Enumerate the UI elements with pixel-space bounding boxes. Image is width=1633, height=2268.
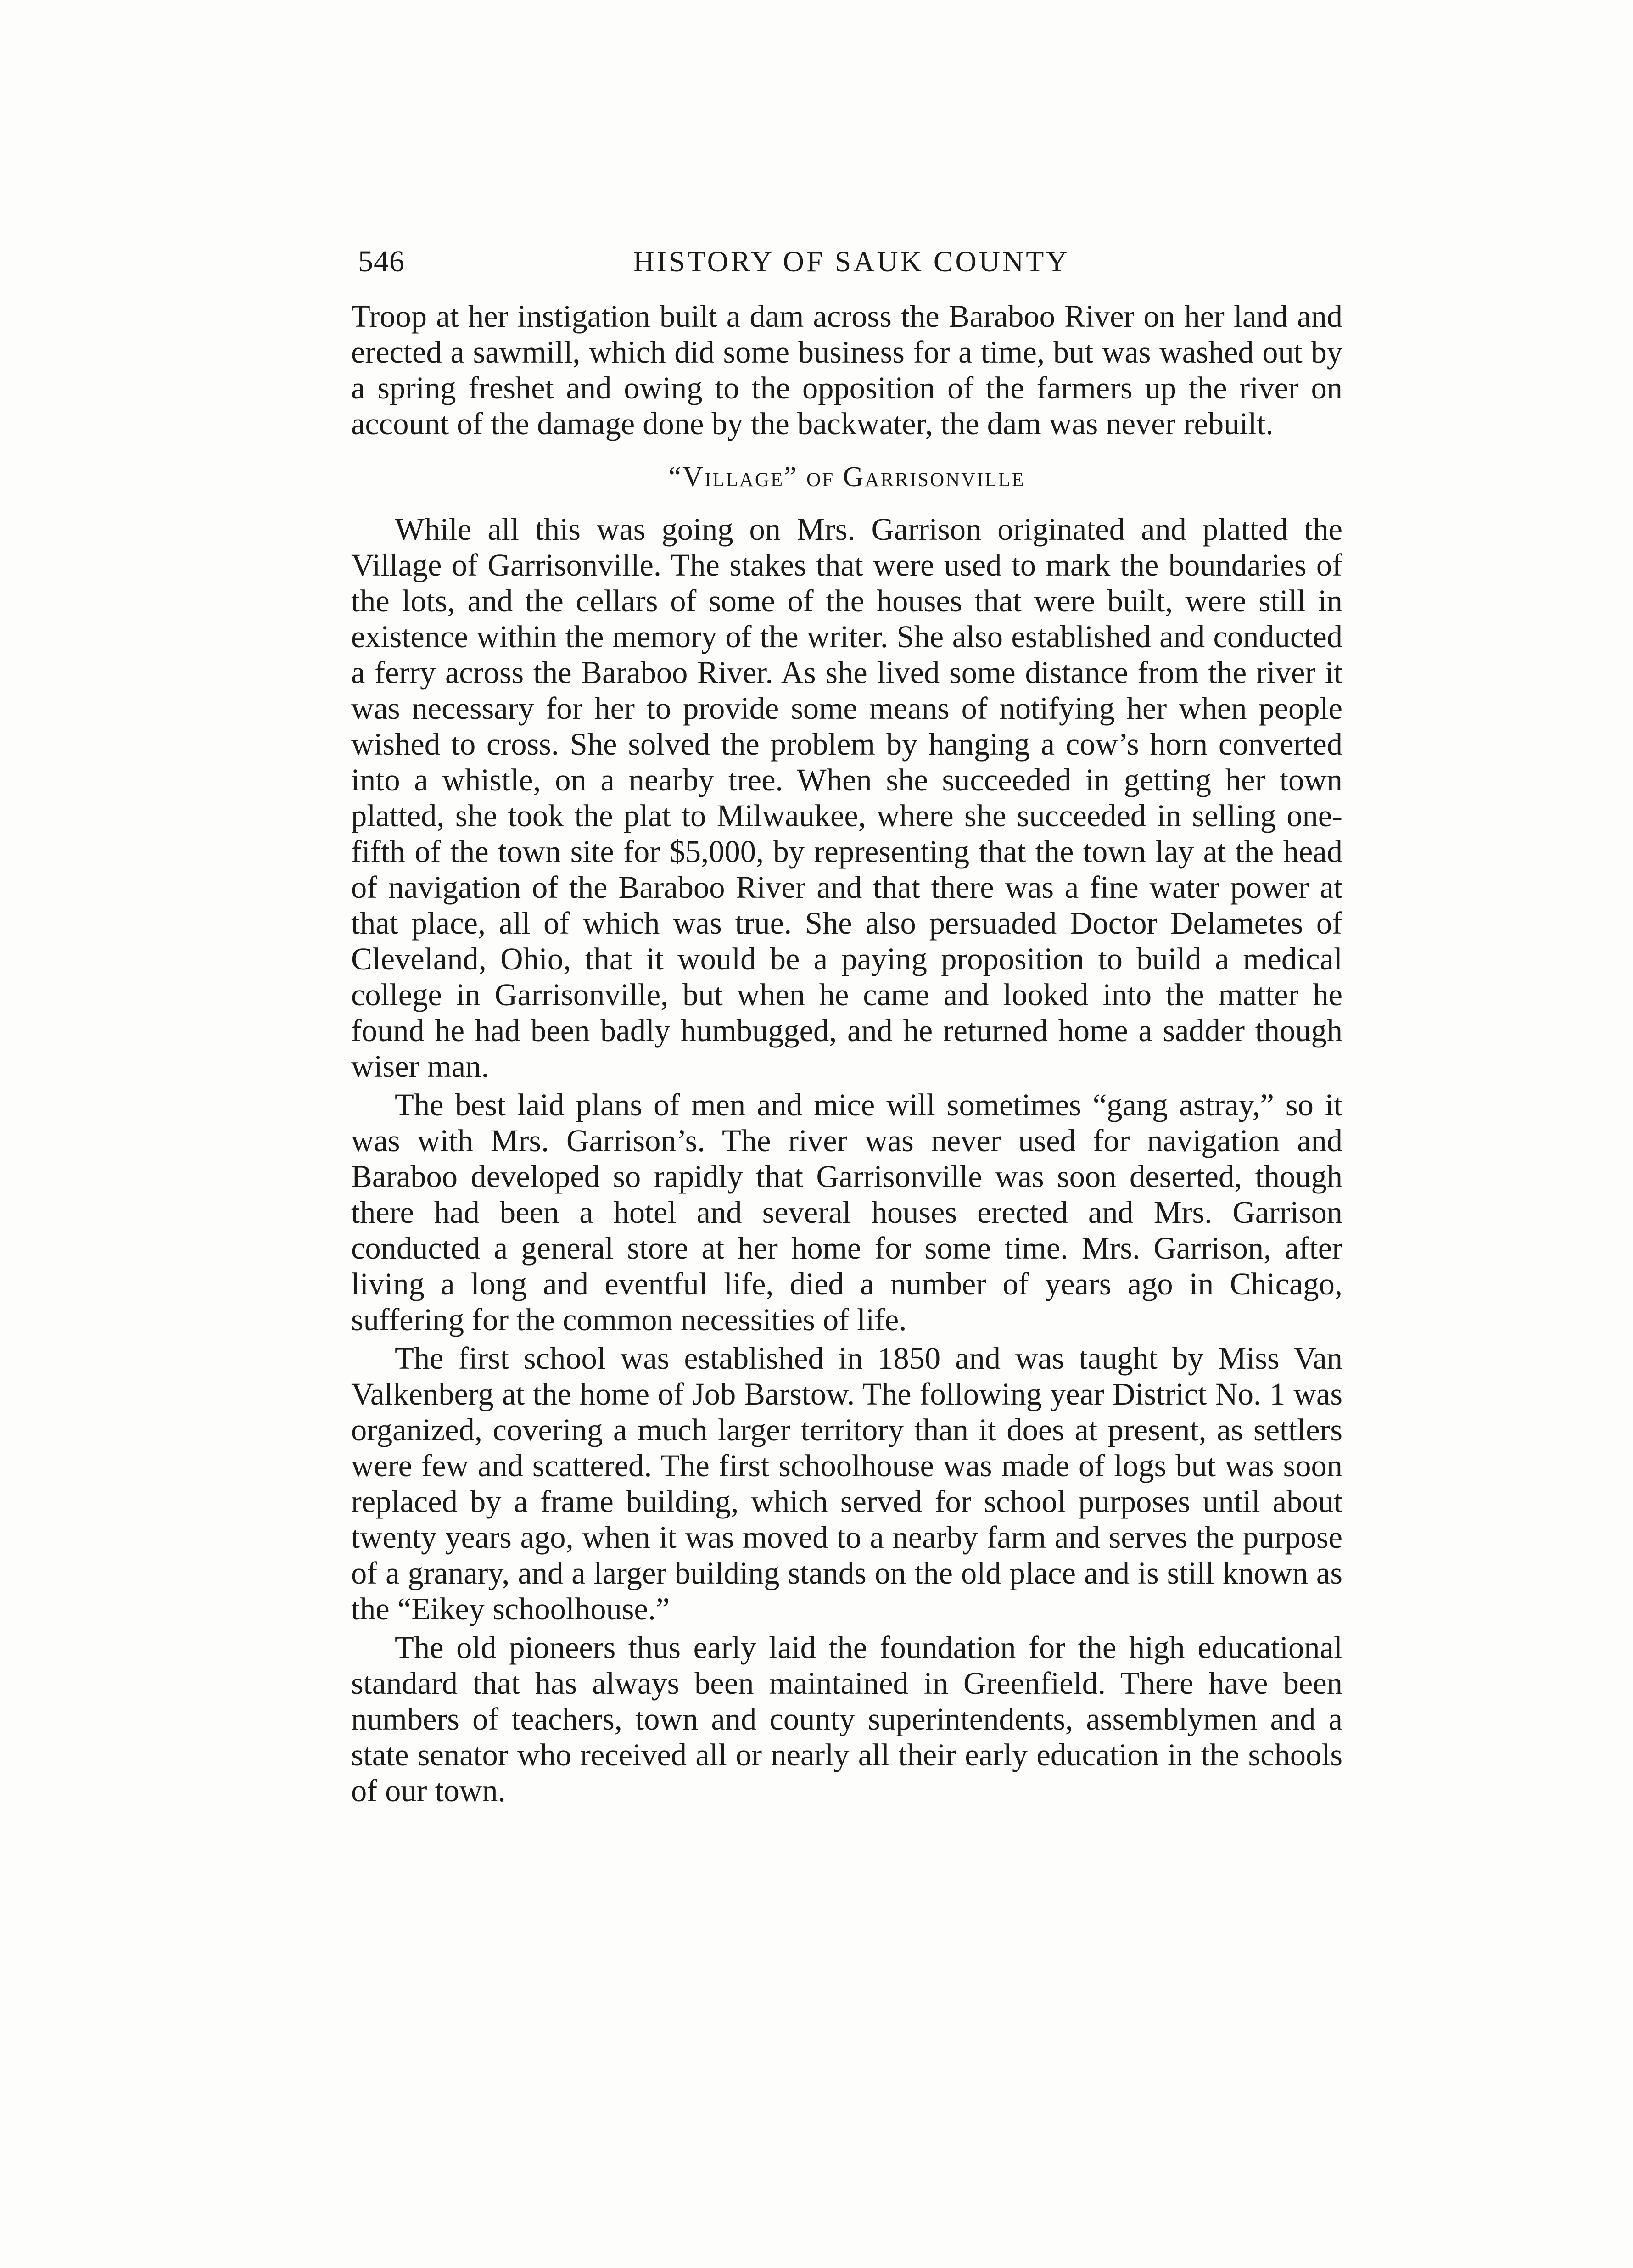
paragraph-3: The best laid plans of men and mice will sometimes “gang astray,” so it was with Mrs. Garrison’s. The river was never used for navigation and Baraboo developed so rapidly that Garrisonville was soon deserted, though there had been a hotel and several houses erected and Mrs. Garrison conducted a general store at her home for some time. Mrs. Garrison, after living a long and eventful life, died a number of years ago in Chicago, suffering for the common necessities of life. [351,1087,1342,1337]
body-text [351,298,1342,1809]
page-header [358,241,1345,282]
paragraph-1: Troop at her instigation built a dam across the Baraboo River on her land and erected a sawmill, which did some business for a time, but was washed out by a spring freshet and owing to the opposition of the farmers up the river on account of the damage done by the backwater, the dam was never rebuilt. [351,299,1342,441]
page-number: 546 [358,245,405,278]
running-title: HISTORY OF SAUK COUNTY [633,245,1070,278]
paragraph-4: The first school was established in 1850 and was taught by Miss Van Valkenberg at the home of Job Barstow. The following year District No. 1 was organized, covering a much larger territory than it does at present, as settlers were few and scattered. The first schoolhouse was made of logs but was soon replaced by a frame building, which served for school purposes until about twenty years ago, when it was moved to a nearby farm and serves the purpose of a granary, and a larger building stands on the old place and is still known as the “Eikey schoolhouse.” [351,1341,1342,1626]
paragraph-2: While all this was going on Mrs. Garrison originated and platted the Village of Garrisonville. The stakes that were used to mark the boundaries of the lots, and the cellars of some of the houses that were built, were still in existence within the memory of the writer. She also established and conducted a ferry across the Baraboo River. As she lived some distance from the river it was necessary for her to provide some means of notifying her when people wished to cross. She solved the problem by hanging a cow’s horn converted into a whistle, on a nearby tree. When she succeeded in getting her town platted, she took the plat to Milwaukee, where she succeeded in selling one-fifth of the town site for $5,000, by representing that the town lay at the head of navigation of the Baraboo River and that there was a fine water power at that place, all of which was true. She also persuaded Doctor Delametes of Cleveland, Ohio, that it would be a paying proposition to build a medical college in Garrisonville, but when he came and looked into the matter he found he had been badly humbugged, and he returned home a sadder though wiser man. [351,512,1342,1084]
section-heading: “Village” of Garrisonville [668,461,1025,493]
paragraph-5: The old pioneers thus early laid the foundation for the high educational standard that has always been maintained in Greenfield. There have been numbers of teachers, town and county superintendents, assemblymen and a state senator who received all or nearly all their early education in the schools of our town. [351,1630,1342,1808]
